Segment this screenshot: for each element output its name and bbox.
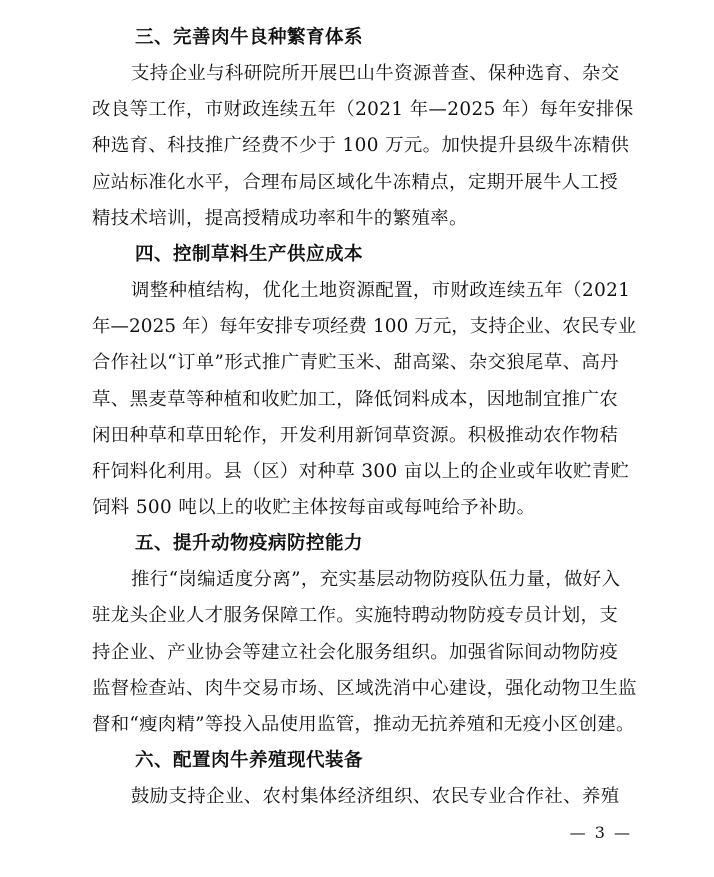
text-line: 合作社以“订单”形式推广青贮玉米、甜高粱、杂交狼尾草、高丹 <box>92 352 619 374</box>
text-line: 支持企业与科研院所开展巴山牛资源普查、保种选育、杂交 <box>131 63 620 84</box>
text-line: 鼓励支持企业、农村集体经济组织、农民专业合作社、养殖 <box>131 786 620 808</box>
text-line: 精技术培训，提高授精成功率和牛的繁殖率。 <box>92 207 468 229</box>
text-line: 监督检查站、肉牛交易市场、区域洗消中心建设，强化动物卫生监 <box>92 677 637 699</box>
section-paragraph-4 <box>92 273 637 526</box>
section-paragraph-6 <box>92 779 637 815</box>
section-heading-3: 三、完善肉牛良种繁育体系 <box>135 27 364 48</box>
text-line: 改良等工作，市财政连续五年（2021 年—2025 年）每年安排保 <box>92 99 634 121</box>
text-line: 驻龙头企业人才服务保障工作。实施特聘动物防疫专员计划，支 <box>92 605 619 627</box>
text-line: 推行“岗编适度分离”，充实基层动物防疫队伍力量，做好入 <box>131 569 621 591</box>
text-line: 闲田种草和草田轮作，开发利用新饲草资源。积极推动农作物秸 <box>92 424 619 446</box>
text-line: 秆饲料化利用。县（区）对种草 300 亩以上的企业或年收贮青贮 <box>92 460 630 482</box>
text-line: 调整种植结构，优化土地资源配置，市财政连续五年（2021 <box>131 279 631 301</box>
text-line: 应站标准化水平，合理布局区域化牛冻精点，定期开展牛人工授 <box>92 171 619 193</box>
text-line: 饲料 500 吨以上的收贮主体按每亩或每吨给予补助。 <box>92 497 536 519</box>
section-heading-4: 四、控制草料生产供应成本 <box>135 243 364 265</box>
text-line: 种选育、科技推广经费不少于 100 万元。加快提升县级牛冻精供 <box>92 135 630 157</box>
page-number: — 3 — <box>569 823 632 842</box>
text-line: 年—2025 年）每年安排专项经费 100 万元，支持企业、农民专业 <box>92 316 637 338</box>
section-paragraph-3 <box>92 56 637 237</box>
section-heading-5: 五、提升动物疫病防控能力 <box>135 533 364 555</box>
text-line: 督和“瘦肉精”等投入品使用监管，推动无抗养殖和无疫小区创建。 <box>92 714 635 735</box>
section-paragraph-5 <box>92 562 637 743</box>
text-line: 持企业、产业协会等建立社会化服务组织。加强省际间动物防疫 <box>92 641 619 663</box>
text-line: 草、黑麦草等种植和收贮加工，降低饲料成本，因地制宜推广农 <box>92 388 619 410</box>
document-body <box>92 20 637 815</box>
section-heading-6: 六、配置肉牛养殖现代装备 <box>135 750 364 772</box>
